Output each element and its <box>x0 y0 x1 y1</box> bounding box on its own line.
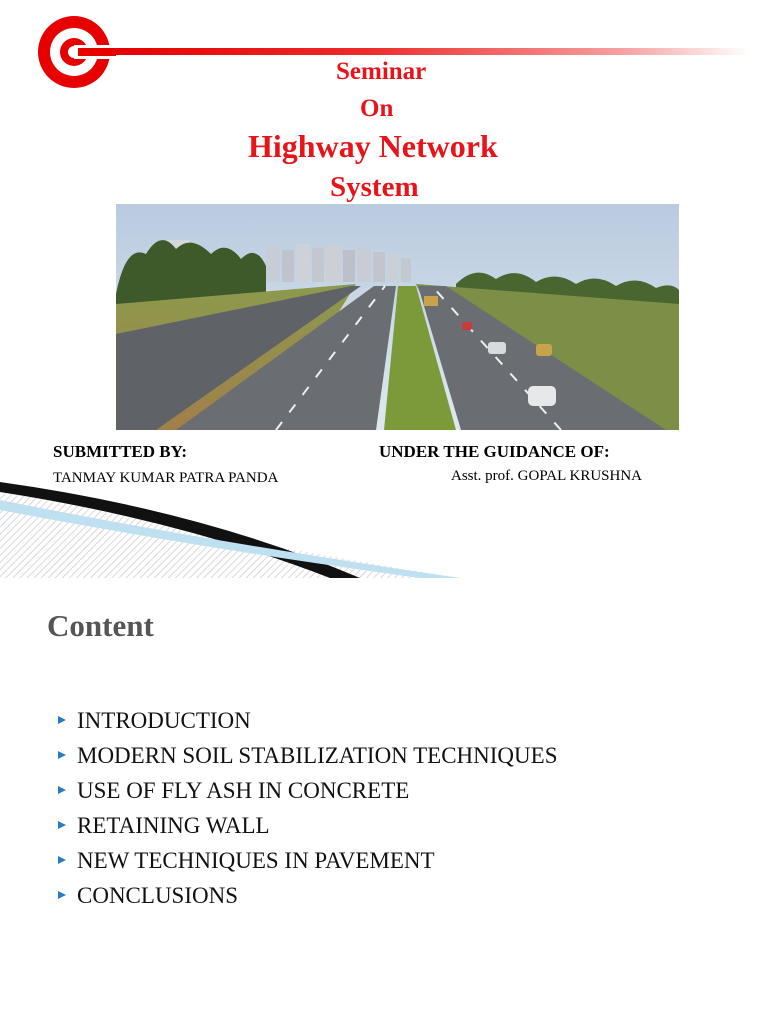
triangle-bullet-icon <box>58 891 66 899</box>
decorative-wave <box>0 470 460 578</box>
triangle-bullet-icon <box>58 856 66 864</box>
list-item <box>58 811 558 846</box>
triangle-bullet-icon <box>58 786 66 794</box>
list-item <box>58 881 558 916</box>
list-item-text: INTRODUCTION <box>77 708 251 733</box>
list-item-text: RETAINING WALL <box>77 813 270 838</box>
list-item-text: USE OF FLY ASH IN CONCRETE <box>77 778 410 803</box>
triangle-bullet-icon <box>58 716 66 724</box>
content-heading: Content <box>47 608 154 643</box>
content-list <box>58 706 558 916</box>
seminar-title: Seminar <box>336 58 427 85</box>
list-item <box>58 776 558 811</box>
list-item-text: CONCLUSIONS <box>77 883 239 908</box>
list-item-text: MODERN SOIL STABILIZATION TECHNIQUES <box>77 743 558 768</box>
list-item-text: NEW TECHNIQUES IN PAVEMENT <box>77 848 435 873</box>
student-name: TANMAY KUMAR PATRA PANDA <box>53 470 279 486</box>
triangle-bullet-icon <box>58 751 66 759</box>
list-item <box>58 741 558 776</box>
title-divider-line <box>110 48 750 55</box>
guide-name: Asst. prof. GOPAL KRUSHNA <box>451 468 642 484</box>
list-item <box>58 846 558 881</box>
submitted-by-label: SUBMITTED BY: <box>53 442 187 461</box>
content-slide <box>0 578 768 1024</box>
highway-photo <box>116 204 679 430</box>
topic-title: Highway Network <box>248 128 498 164</box>
seminar-on: On <box>360 95 394 122</box>
triangle-bullet-icon <box>58 821 66 829</box>
topic-title-cont: System <box>330 171 419 203</box>
list-item <box>58 706 558 741</box>
college-logo-icon <box>34 12 116 92</box>
guidance-label: UNDER THE GUIDANCE OF: <box>379 442 610 461</box>
